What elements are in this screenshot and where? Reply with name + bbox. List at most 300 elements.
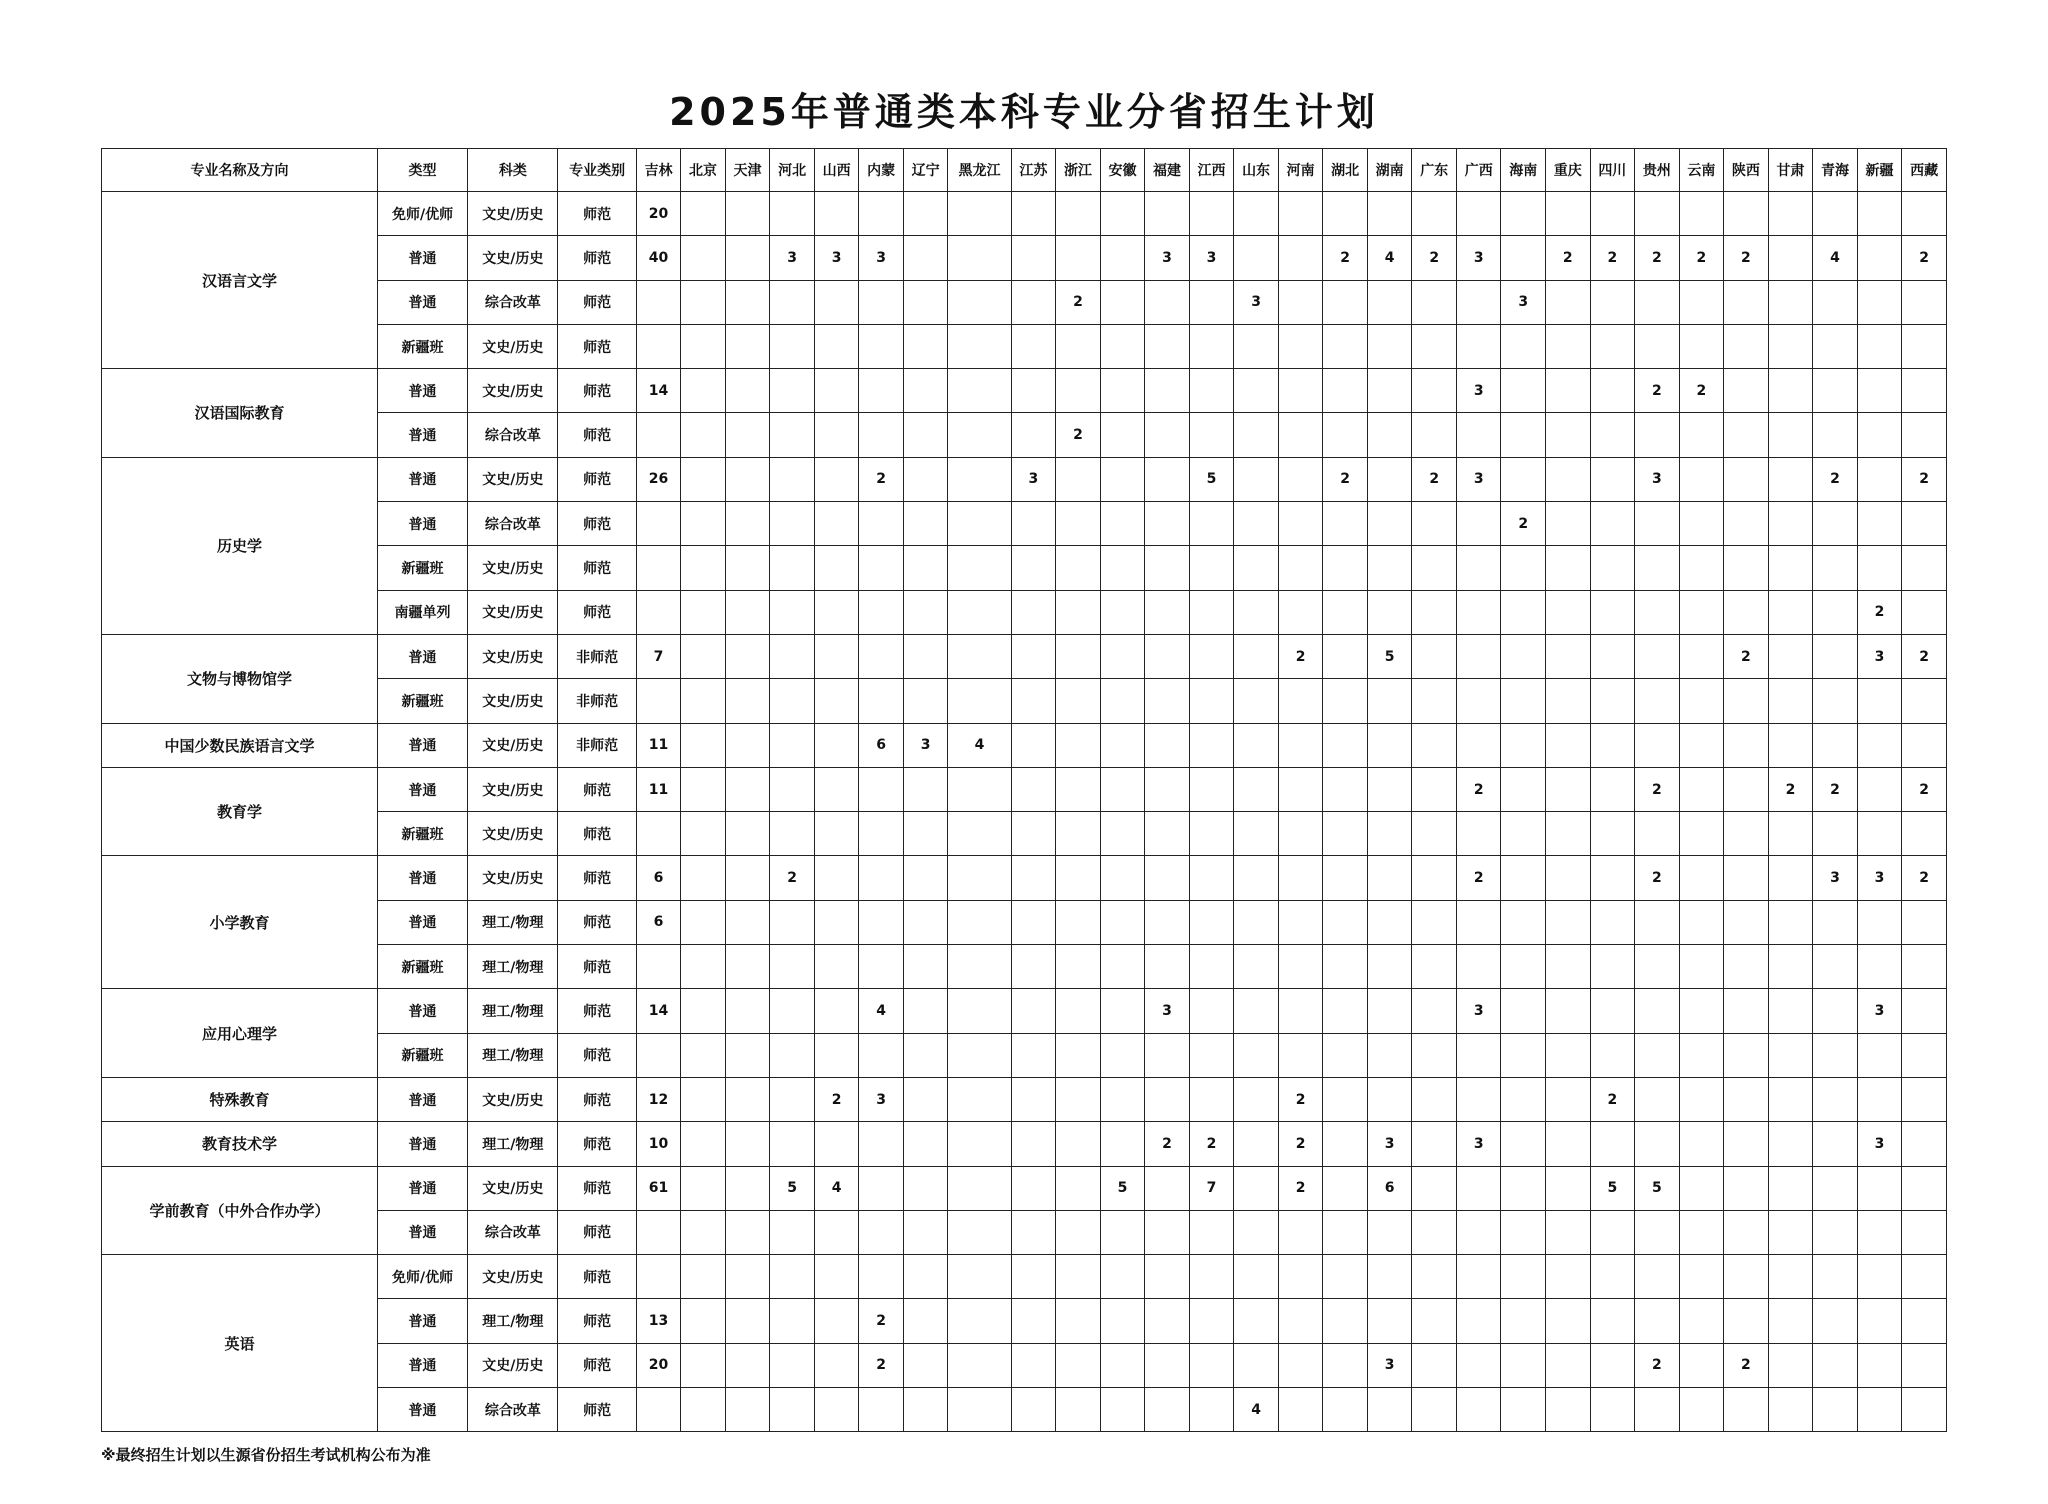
quota-cell [1056,1299,1101,1343]
quota-cell [1902,1343,1947,1387]
quota-cell [1367,1210,1412,1254]
quota-cell [1635,812,1680,856]
quota-cell [1234,679,1279,723]
quota-cell [1724,1255,1769,1299]
quota-cell [1189,767,1234,811]
quota-cell [1768,1033,1813,1077]
quota-cell [681,1343,726,1387]
quota-cell [1902,679,1947,723]
quota-cell [770,192,815,236]
quota-cell [1635,679,1680,723]
quota-cell [859,1210,904,1254]
quota-cell [1768,1255,1813,1299]
quota-cell [1367,1255,1412,1299]
table-row [102,723,1947,767]
quota-cell [814,634,859,678]
quota-cell [1323,856,1368,900]
quota-cell [1412,1033,1457,1077]
quota-cell [1056,767,1101,811]
quota-cell [1011,369,1056,413]
quota-cell [681,1255,726,1299]
category-cell: 师范 [558,945,636,989]
quota-cell [1367,413,1412,457]
type-cell: 普通 [377,1343,467,1387]
type-cell: 普通 [377,1299,467,1343]
quota-cell [1902,369,1947,413]
quota-cell [859,679,904,723]
quota-cell [1635,280,1680,324]
type-cell: 普通 [377,1388,467,1432]
quota-cell: 5 [770,1166,815,1210]
quota-cell [1456,280,1501,324]
quota-cell [1857,236,1902,280]
quota-cell [1902,723,1947,767]
quota-cell: 2 [1412,457,1457,501]
quota-cell [1234,945,1279,989]
quota-cell [681,413,726,457]
subject-cell: 综合改革 [468,502,558,546]
quota-cell [1145,1166,1190,1210]
quota-cell [1857,369,1902,413]
table-row [102,1343,1947,1387]
quota-cell: 3 [1456,989,1501,1033]
quota-cell: 3 [1456,369,1501,413]
quota-cell [681,546,726,590]
quota-cell [1501,1122,1546,1166]
quota-cell [1679,1077,1724,1121]
quota-cell [1813,1077,1858,1121]
quota-cell [1724,1033,1769,1077]
major-name-cell: 小学教育 [102,856,378,989]
table-row [102,1299,1947,1343]
quota-cell [948,900,1011,944]
quota-cell: 2 [1813,767,1858,811]
header-province: 青海 [1813,149,1858,192]
quota-cell [636,413,681,457]
header-province: 广西 [1456,149,1501,192]
quota-cell [1813,1388,1858,1432]
quota-cell [948,280,1011,324]
quota-cell [1724,1388,1769,1432]
quota-cell [1367,679,1412,723]
quota-cell: 2 [1813,457,1858,501]
quota-cell [1189,413,1234,457]
quota-cell [1813,1166,1858,1210]
quota-cell [1902,324,1947,368]
quota-cell [859,502,904,546]
table-header-row [102,149,1947,192]
quota-cell [1234,1343,1279,1387]
quota-cell [681,1077,726,1121]
quota-cell [725,546,770,590]
quota-cell: 3 [903,723,948,767]
subject-cell: 理工/物理 [468,1122,558,1166]
quota-cell [1813,723,1858,767]
quota-cell [903,1388,948,1432]
quota-cell [1234,1077,1279,1121]
quota-cell [814,989,859,1033]
quota-cell [1100,1299,1145,1343]
quota-cell [1679,812,1724,856]
category-cell: 师范 [558,1033,636,1077]
quota-cell [1501,1299,1546,1343]
quota-cell [770,1077,815,1121]
quota-cell: 20 [636,1343,681,1387]
quota-cell [681,945,726,989]
header-province: 山西 [814,149,859,192]
quota-cell [1011,679,1056,723]
category-cell: 师范 [558,1388,636,1432]
quota-cell [725,1077,770,1121]
quota-cell [1724,856,1769,900]
quota-cell [1412,679,1457,723]
subject-cell: 理工/物理 [468,1299,558,1343]
quota-cell [725,1210,770,1254]
quota-cell [814,1255,859,1299]
quota-cell [1189,324,1234,368]
quota-cell: 61 [636,1166,681,1210]
quota-cell [1323,989,1368,1033]
quota-cell [1635,989,1680,1033]
quota-cell [636,590,681,634]
quota-cell [1546,457,1591,501]
quota-cell [814,1299,859,1343]
quota-cell [681,679,726,723]
quota-cell [1546,856,1591,900]
table-row [102,1077,1947,1121]
quota-cell [1768,1299,1813,1343]
quota-cell [1011,1299,1056,1343]
quota-cell [1590,1255,1635,1299]
quota-cell [1323,1343,1368,1387]
type-cell: 普通 [377,1210,467,1254]
quota-cell [948,1166,1011,1210]
quota-cell [1679,1033,1724,1077]
quota-cell: 7 [636,634,681,678]
quota-cell [1100,945,1145,989]
quota-cell [1189,1033,1234,1077]
quota-cell [814,369,859,413]
quota-cell: 2 [1278,1122,1323,1166]
quota-cell [1234,634,1279,678]
quota-cell [1011,856,1056,900]
quota-cell [1234,1299,1279,1343]
quota-cell [903,945,948,989]
subject-cell: 综合改革 [468,280,558,324]
quota-cell [1189,945,1234,989]
quota-cell: 3 [1857,634,1902,678]
quota-cell [1679,413,1724,457]
quota-cell [1590,457,1635,501]
quota-cell [1679,1388,1724,1432]
quota-cell [1679,767,1724,811]
type-cell: 普通 [377,989,467,1033]
quota-cell [1234,502,1279,546]
quota-cell [725,280,770,324]
type-cell: 免师/优师 [377,192,467,236]
quota-cell [1679,590,1724,634]
quota-cell [1902,192,1947,236]
quota-cell [948,1343,1011,1387]
quota-cell [1813,502,1858,546]
quota-cell [681,369,726,413]
quota-cell [1902,989,1947,1033]
quota-cell [1635,1033,1680,1077]
quota-cell [725,236,770,280]
quota-cell [1412,1255,1457,1299]
quota-cell [1590,502,1635,546]
quota-cell [1323,900,1368,944]
quota-cell: 2 [1278,1077,1323,1121]
quota-cell [1145,723,1190,767]
quota-cell [1456,1077,1501,1121]
quota-cell [1768,1343,1813,1387]
quota-cell [1768,679,1813,723]
quota-cell [1635,1255,1680,1299]
quota-cell [948,502,1011,546]
quota-cell [1189,856,1234,900]
major-name-cell: 特殊教育 [102,1077,378,1121]
quota-cell: 4 [948,723,1011,767]
quota-cell [1724,280,1769,324]
quota-cell [1278,1255,1323,1299]
type-cell: 普通 [377,1122,467,1166]
quota-cell [1278,369,1323,413]
quota-cell [770,1299,815,1343]
quota-cell [1056,369,1101,413]
quota-cell [1768,634,1813,678]
quota-cell [1590,324,1635,368]
quota-cell [1011,502,1056,546]
quota-cell [903,1299,948,1343]
quota-cell: 20 [636,192,681,236]
category-cell: 师范 [558,1122,636,1166]
quota-cell [1501,1343,1546,1387]
quota-cell [1813,945,1858,989]
quota-cell: 2 [1278,1166,1323,1210]
subject-cell: 综合改革 [468,1388,558,1432]
quota-cell [1056,1077,1101,1121]
quota-cell [1768,1166,1813,1210]
quota-cell [859,856,904,900]
quota-cell [1590,546,1635,590]
category-cell: 师范 [558,280,636,324]
quota-cell: 11 [636,723,681,767]
quota-cell [948,236,1011,280]
quota-cell [1145,546,1190,590]
table-row [102,634,1947,678]
quota-cell [1590,413,1635,457]
quota-cell [1412,1343,1457,1387]
quota-cell [725,767,770,811]
table-row [102,856,1947,900]
subject-cell: 文史/历史 [468,634,558,678]
quota-cell [1724,590,1769,634]
quota-cell: 2 [1724,634,1769,678]
quota-cell [1278,546,1323,590]
table-row [102,679,1947,723]
quota-cell [814,679,859,723]
quota-cell [1724,723,1769,767]
quota-cell [1456,945,1501,989]
quota-cell [681,1122,726,1166]
quota-cell [1590,280,1635,324]
quota-cell [1278,324,1323,368]
quota-cell [1546,900,1591,944]
subject-cell: 文史/历史 [468,1255,558,1299]
header-province: 西藏 [1902,149,1947,192]
type-cell: 普通 [377,767,467,811]
quota-cell [1768,723,1813,767]
quota-cell [1679,1122,1724,1166]
quota-cell [1590,1033,1635,1077]
table-row [102,767,1947,811]
quota-cell [1768,324,1813,368]
quota-cell [903,634,948,678]
quota-cell [770,457,815,501]
category-cell: 师范 [558,856,636,900]
quota-cell [1902,1388,1947,1432]
quota-cell [1724,900,1769,944]
quota-cell [1100,767,1145,811]
quota-cell [1590,679,1635,723]
quota-cell [1724,546,1769,590]
quota-cell [1590,767,1635,811]
quota-cell [859,1388,904,1432]
quota-cell [1011,812,1056,856]
quota-cell [1278,280,1323,324]
quota-cell [636,1255,681,1299]
quota-cell [1546,634,1591,678]
table-row [102,1033,1947,1077]
quota-cell [1590,856,1635,900]
quota-cell [1635,1210,1680,1254]
quota-cell [814,900,859,944]
quota-cell [1100,546,1145,590]
quota-cell [1724,369,1769,413]
quota-cell [1456,590,1501,634]
header-province: 四川 [1590,149,1635,192]
quota-cell [814,502,859,546]
quota-cell: 2 [1278,634,1323,678]
major-name-cell: 应用心理学 [102,989,378,1078]
quota-cell: 2 [1590,236,1635,280]
quota-cell: 2 [859,457,904,501]
quota-cell: 2 [1189,1122,1234,1166]
quota-cell [948,1122,1011,1166]
quota-cell [1501,457,1546,501]
quota-cell [1546,1388,1591,1432]
quota-cell [948,812,1011,856]
quota-cell [1813,1033,1858,1077]
quota-cell [859,324,904,368]
quota-cell [1902,1077,1947,1121]
quota-cell [1056,457,1101,501]
quota-cell [1367,590,1412,634]
quota-cell [1768,856,1813,900]
quota-cell [1011,767,1056,811]
quota-cell [1234,546,1279,590]
quota-cell [1768,192,1813,236]
quota-cell [1546,413,1591,457]
quota-cell [948,457,1011,501]
quota-cell [1145,1343,1190,1387]
quota-cell [948,945,1011,989]
quota-cell [1323,945,1368,989]
type-cell: 免师/优师 [377,1255,467,1299]
quota-cell [1189,1255,1234,1299]
category-cell: 师范 [558,1077,636,1121]
quota-cell: 2 [1902,236,1947,280]
quota-cell [1501,192,1546,236]
quota-cell [1011,236,1056,280]
quota-cell [1635,324,1680,368]
quota-cell [859,812,904,856]
quota-cell [1590,590,1635,634]
quota-cell [814,1210,859,1254]
quota-cell [948,1255,1011,1299]
quota-cell [1323,546,1368,590]
quota-cell [725,1033,770,1077]
quota-cell [1056,723,1101,767]
quota-cell [1145,457,1190,501]
quota-cell [1635,900,1680,944]
quota-cell [1011,1343,1056,1387]
quota-cell [1768,1077,1813,1121]
quota-cell [1100,1210,1145,1254]
quota-cell [859,546,904,590]
type-cell: 普通 [377,280,467,324]
quota-cell: 3 [770,236,815,280]
type-cell: 新疆班 [377,812,467,856]
quota-cell [903,1166,948,1210]
category-cell: 非师范 [558,723,636,767]
quota-cell [1011,900,1056,944]
quota-cell [1590,900,1635,944]
category-cell: 师范 [558,324,636,368]
quota-cell [770,369,815,413]
quota-cell [1546,590,1591,634]
quota-cell [636,1210,681,1254]
quota-cell [681,856,726,900]
quota-cell [1768,280,1813,324]
quota-cell [1367,1299,1412,1343]
quota-cell [1011,634,1056,678]
quota-cell [1590,1343,1635,1387]
quota-cell: 2 [1412,236,1457,280]
quota-cell: 5 [1590,1166,1635,1210]
quota-cell [1813,900,1858,944]
quota-cell [725,324,770,368]
quota-cell [903,502,948,546]
quota-cell [1367,1033,1412,1077]
quota-cell [1145,900,1190,944]
quota-cell [770,546,815,590]
quota-cell [1100,723,1145,767]
quota-cell [1501,1388,1546,1432]
table-row [102,812,1947,856]
quota-cell: 2 [1902,634,1947,678]
quota-cell [725,812,770,856]
quota-cell [1902,812,1947,856]
quota-cell [1323,1122,1368,1166]
quota-cell [1011,590,1056,634]
quota-cell [1323,812,1368,856]
quota-cell [1813,634,1858,678]
header-province: 海南 [1501,149,1546,192]
quota-cell [1768,1122,1813,1166]
category-cell: 师范 [558,1299,636,1343]
